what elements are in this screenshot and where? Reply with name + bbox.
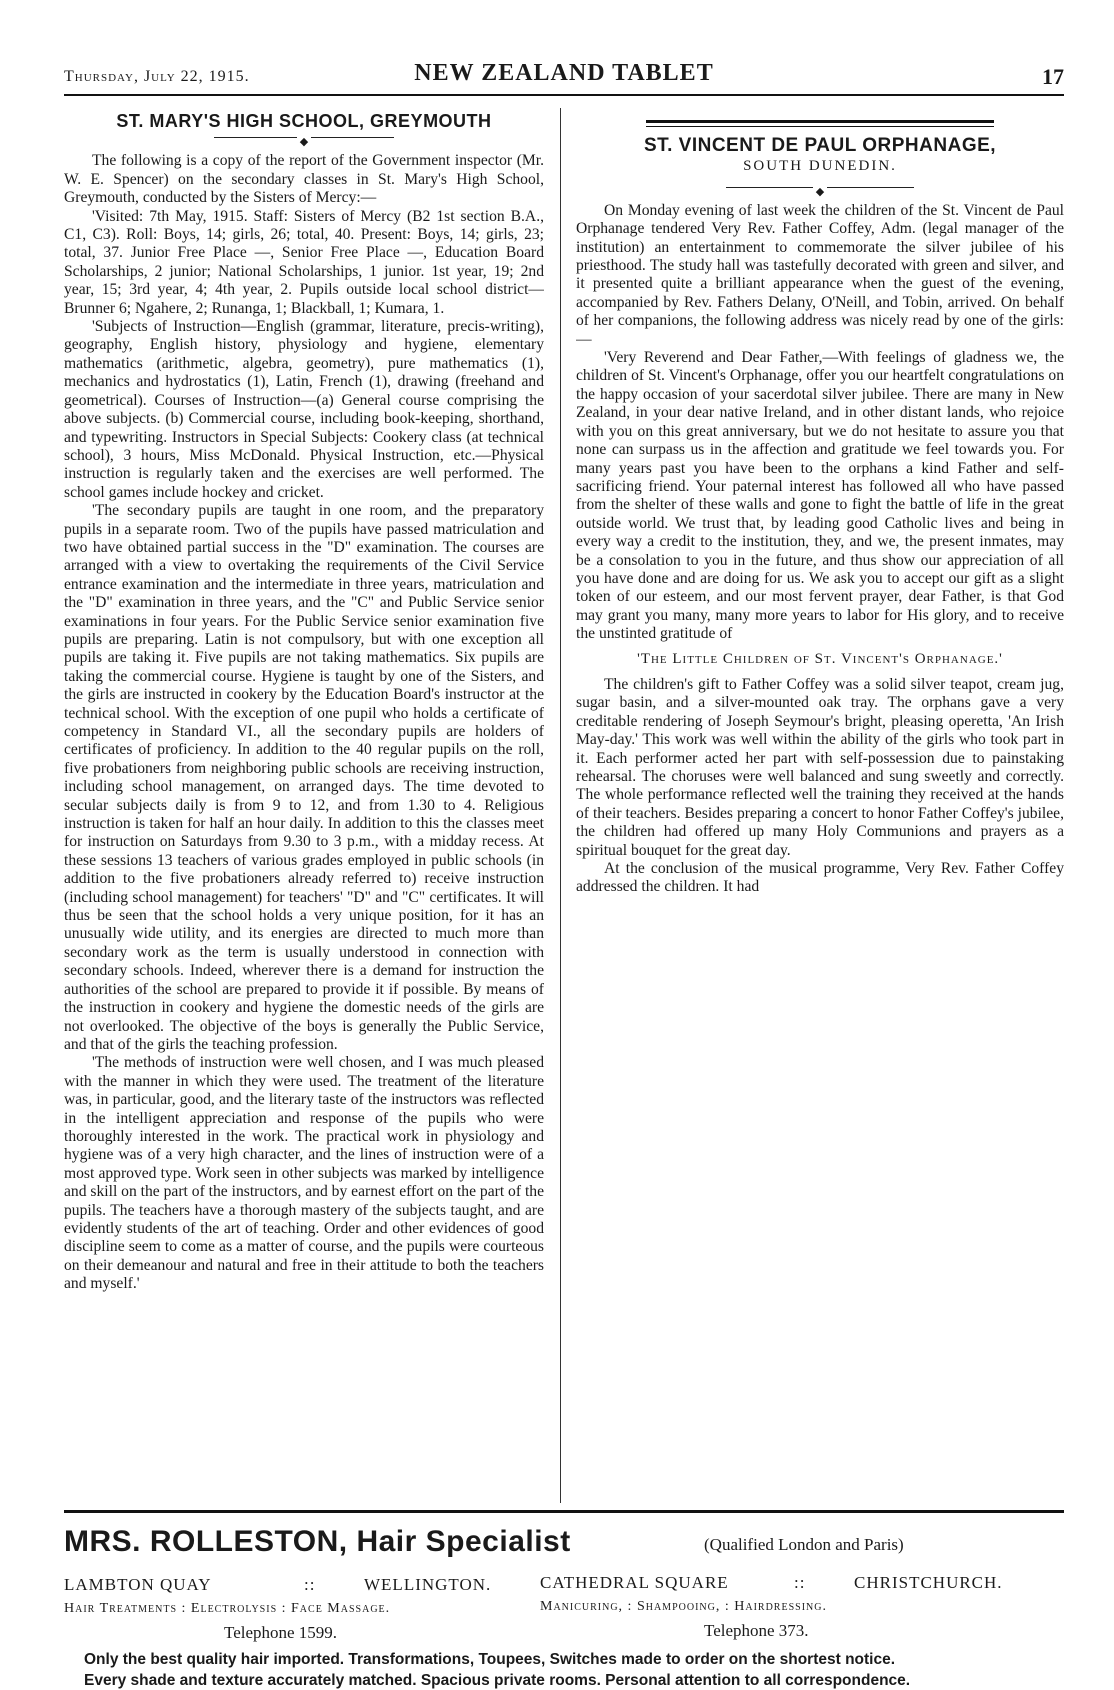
article-subtitle: SOUTH DUNEDIN.	[743, 158, 897, 175]
page-header	[64, 60, 1064, 96]
advertisement	[64, 1510, 1064, 1673]
ad-left-separator: ::	[304, 1575, 316, 1594]
column-divider	[560, 108, 561, 1503]
ad-footer-line-1: Only the best quality hair imported. Transformations, Toupees, Switches made to order on the shortest notice.	[84, 1651, 896, 1668]
ad-right-separator: ::	[794, 1573, 806, 1592]
article-paragraph: 'The methods of instruction were well chosen, and I was much pleased with the manner in which they were used. The treatment of the literature was, in particular, good, and the literary taste of the instructors was reflected in the intelligent appreciation and response of the pupils who were thoroughly interested in the work. The practical work in physiology and hygiene was of a very high character, and the lines of instruction were of a most approved type. Work seen in other subjects was marked by intelligence and skill on the part of the instructors, and by earnest effort on the part of the pupils. The teachers have a thorough mastery of the subjects taught, and are evidently students of the art of teaching. Order and other evidences of good discipline seem to come as a matter of course, and the pupils were courteous on their demeanour and natural and free in their attitude to both the teachers and myself.'	[64, 1054, 544, 1293]
page-number: 17	[1042, 64, 1064, 89]
ad-left-phone: Telephone 1599.	[224, 1623, 338, 1642]
article-paragraph: 'Visited: 7th May, 1915. Staff: Sisters of Mercy (B2 1st section B.A., C1, C3). Roll: Boys, 14; girls, 26; total, 40. Present: Boys, 14; girls, 23; total, 37. Junior Free Place —, Senior Free Place —, Education Board Scholarships, 2 junior; National Scholarships, 1 junior. 1st year, 19; 2nd year, 15; 3rd year, 4; 4th year, 2. Pupils outside local school district—Brunner 6; Ngahere, 2; Runanga, 1; Blackball, 1; Kumara, 1.	[64, 207, 544, 317]
article-paragraph: The following is a copy of the report of the Government inspector (Mr. W. E. Spencer) on the secondary classes in St. Mary's High School, Greymouth, conducted by the Sisters of Mercy:—	[64, 152, 544, 207]
newspaper-page	[64, 60, 1064, 1689]
address-signoff: 'The Little Children of St. Vincent's Orphanage.'	[637, 650, 1003, 667]
ad-business-name: MRS. ROLLESTON, Hair Specialist	[64, 1525, 571, 1558]
ad-left-city: WELLINGTON.	[364, 1575, 492, 1594]
title-ornament: ◆	[576, 182, 1064, 194]
article-title-orphanage: ST. VINCENT DE PAUL ORPHANAGE,	[643, 135, 997, 156]
ad-right-city: CHRISTCHURCH.	[854, 1573, 1003, 1592]
right-column	[576, 108, 1064, 1503]
article-paragraph: 'Subjects of Instruction—English (grammar, literature, precis-writing), geography, English history, physiology and hygiene, elementary mathematics (arithmetic, algebra, geometry), pure mathematics (1), mechanics and hydrostatics (1), Latin, French (1), drawing (freehand and geometrical). Courses of Instruction—(a) General course comprising the above subjects. (b) Commercial course, including book-keeping, shorthand, and typewriting. Instructors in Special Subjects: Cookery class (at technical school), 3 hours, Miss McDonald. Physical Instruction, etc.—Physical instruction is regularly taken and the exercises are well performed. The school games include hockey and cricket.	[64, 318, 544, 501]
article-paragraph: The children's gift to Father Coffey was a solid silver teapot, cream jug, sugar basin, and a silver-mounted oak tray. The orphans gave a very creditable rendering of Joseph Seymour's bright, pleasing operetta, 'An Irish May-day.' This work was well within the ability of the girls who took part in it. Each performer acted her part with self-possession due to painstaking rehearsal. The choruses were well balanced and sung sweetly and correctly. The whole performance reflected well the training they received at the hands of their teachers. Besides preparing a concert to honor Father Coffey's jubilee, the children had offered up many Holy Communions and prayers as a spiritual bouquet for the great day.	[576, 675, 1064, 859]
ad-right-services: Manicuring, : Shampooing, : Hairdressing.	[540, 1599, 827, 1614]
ad-right-phone: Telephone 373.	[704, 1621, 809, 1640]
section-divider	[646, 120, 994, 127]
masthead: NEW ZEALAND TABLET	[414, 60, 714, 86]
left-column	[64, 108, 544, 1503]
title-ornament: ◆	[64, 132, 544, 144]
article-paragraph: At the conclusion of the musical programme, Very Rev. Father Coffey addressed the children. It had	[576, 860, 1064, 896]
ad-left-street: LAMBTON QUAY	[64, 1575, 212, 1594]
ad-right-street: CATHEDRAL SQUARE	[540, 1573, 729, 1592]
article-title-st-marys: ST. MARY'S HIGH SCHOOL, GREYMOUTH	[116, 111, 492, 131]
issue-date: Thursday, July 22, 1915.	[64, 68, 250, 85]
ad-left-services: Hair Treatments : Electrolysis : Face Massage.	[64, 1601, 391, 1616]
ad-footer-line-2: Every shade and texture accurately matched. Spacious private rooms. Personal attention to all correspondence.	[84, 1672, 911, 1689]
article-paragraph: 'The secondary pupils are taught in one room, and the preparatory pupils in a separate room. Two of the pupils have passed matriculation and two have obtained partial success in the "D" examination. The courses are arranged with a view to overtaking the requirements of the Civil Service entrance examination and the intermediate in three years, matriculation and the "D" examination in three years, and the "C" and Public Service senior examinations in four years. For the Public Service senior examination five pupils are preparing. Latin is not compulsory, but with one exception all pupils are taking it. Five pupils are not taking mathematics. Six pupils are taking the commercial course. Hygiene is taught by one of the Sisters, and the girls are instructed in cookery by the Education Board's instructor at the technical school. With the exception of one pupil who holds a certificate of competency in Standard VI., all the secondary pupils are holders of certificates of proficiency. In addition to the 40 regular pupils on the roll, five probationers from neighboring public schools are receiving instruction, including school management, on arranged days. The time devoted to secular subjects daily is from 9 to 12, and from 1.30 to 4. Religious instruction is taken for half an hour daily. In addition to this the classes meet for instruction on Saturdays from 9.30 to 3 p.m., with a midday recess. At these sessions 13 teachers of various grades employed in public schools (in addition to the five probationers already referred to) receive instruction (including school management) for teachers' "D" and "C" certificates. It will thus be seen that the school holds a very unique position, for it has an unusually wide utility, and its energies are directed to much more than secondary work as the term is usually understood in connection with secondary schools. Indeed, wherever there is a demand for instruction the authorities of the school are prepared to provide it if possible. By means of the instruction in cookery and hygiene the domestic needs of the girls are not overlooked. The objective of the boys is generally the Public Service, and that of the girls the teaching profession.	[64, 502, 544, 1053]
ad-qualification: (Qualified London and Paris)	[704, 1535, 904, 1554]
article-paragraph: On Monday evening of last week the children of the St. Vincent de Paul Orphanage tendered Very Rev. Father Coffey, Adm. (legal manager of the institution) an entertainment to commemorate the silver jubilee of his priesthood. The study hall was tastefully decorated with green and silver, and it presented quite a brilliant appearance when the guest of the evening, accompanied by Rev. Fathers Delany, O'Neill, and Tobin, arrived. On behalf of her companions, the following address was nicely read by one of the girls:—	[576, 201, 1064, 348]
article-paragraph: 'Very Reverend and Dear Father,—With feelings of gladness we, the children of St. Vincent's Orphanage, offer you our heartfelt congratulations on the happy occasion of your sacerdotal silver jubilee. There are many in New Zealand, in your dear native Ireland, and in other distant lands, who rejoice with you on this great anniversary, but we do not hesitate to assure you that none can surpass us in the affection and gratitude we feel towards you. For many years past you have been to the orphans a kind Father and self-sacrificing friend. Your paternal interest has followed all who have passed from the shelter of these walls and gone to fight the battle of life in the great outside world. We trust that, by leading good Catholic lives and being in every way a credit to the institution, they, and we, the present inmates, may be a consolation to you in the future, and thus show our appreciation of all you have done and are doing for us. We ask you to accept our gift as a slight token of our esteem, and our most fervent prayer, dear Father, is that God may grant you many, many more years to labor for His glory, and to receive the unstinted gratitude of	[576, 349, 1064, 643]
